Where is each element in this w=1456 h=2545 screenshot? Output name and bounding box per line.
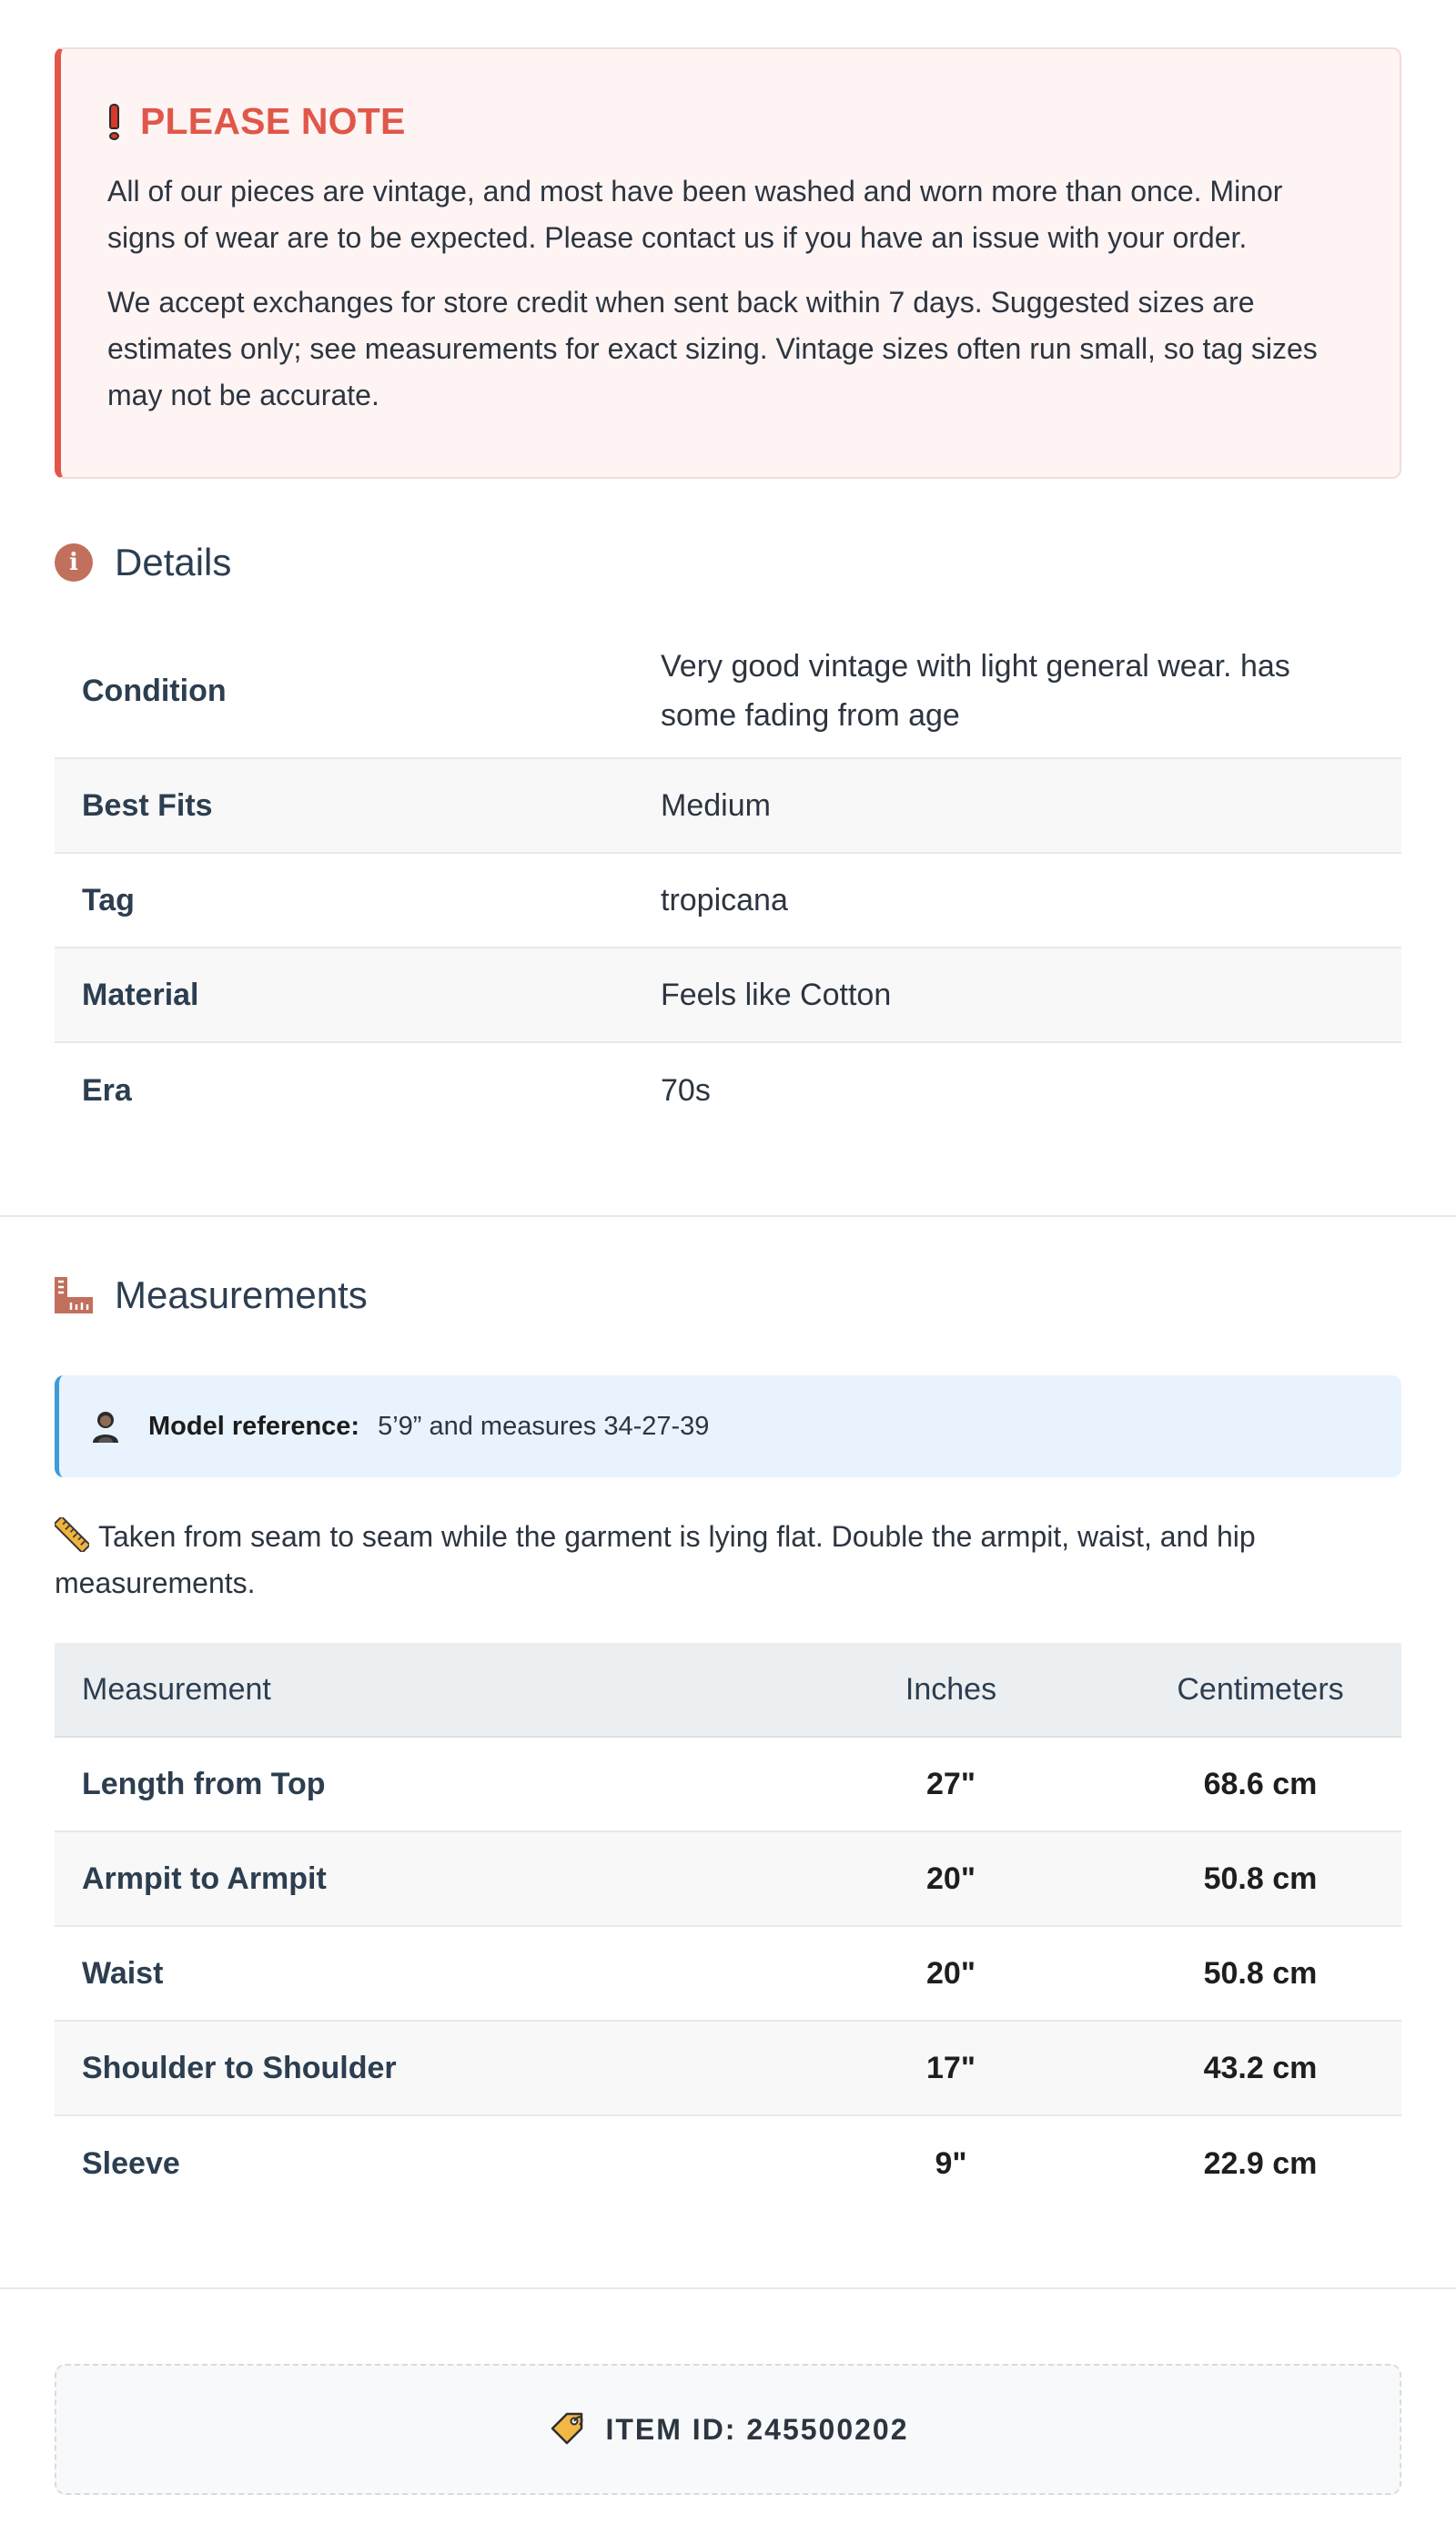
details-row <box>55 624 1401 759</box>
ruler-icon <box>55 1277 93 1313</box>
measurement-inches: 9" <box>935 2145 967 2181</box>
measurements-title: Measurements <box>115 1273 368 1316</box>
person-icon <box>90 1410 121 1443</box>
measurement-cm: 50.8 cm <box>1203 1955 1318 1991</box>
tag-icon <box>547 2410 585 2449</box>
item-id-box <box>55 2364 1401 2495</box>
details-value: Very good vintage with light general wear. has some fading from age <box>661 649 1290 733</box>
details-header <box>55 541 1401 584</box>
table-row <box>55 2022 1401 2116</box>
table-row <box>55 1832 1401 1927</box>
measurement-name: Sleeve <box>82 2145 180 2181</box>
measurement-cm: 22.9 cm <box>1203 2145 1318 2181</box>
details-label: Tag <box>82 882 135 918</box>
notice-paragraph: We accept exchanges for store credit when sent back within 7 days. Suggested sizes are estimates only; see measurements for exact sizing. Vintage sizes often run small, so tag sizes may not be accurate. <box>107 286 1318 411</box>
section-divider <box>0 2287 1456 2289</box>
notice-heading: PLEASE NOTE <box>140 100 406 142</box>
table-header-row <box>55 1643 1401 1738</box>
table-row <box>55 1738 1401 1832</box>
details-row <box>55 854 1401 948</box>
measurements-header <box>55 1273 1401 1317</box>
measurement-cm: 43.2 cm <box>1203 2050 1318 2085</box>
item-id-text: ITEM ID: 245500202 <box>605 2412 909 2446</box>
table-row <box>55 1927 1401 2022</box>
column-header: Measurement <box>82 1671 271 1707</box>
notice-box <box>55 47 1401 479</box>
column-header: Inches <box>905 1671 997 1707</box>
details-row <box>55 948 1401 1043</box>
details-value: Medium <box>661 788 771 823</box>
measurement-table <box>55 1643 1401 2211</box>
details-title: Details <box>115 541 232 583</box>
details-label: Material <box>82 977 199 1012</box>
details-label: Best Fits <box>82 787 213 823</box>
details-value: 70s <box>661 1073 711 1108</box>
measurement-name: Armpit to Armpit <box>82 1861 327 1896</box>
model-reference-value: 5’9” and measures 34-27-39 <box>378 1411 710 1441</box>
details-value: Feels like Cotton <box>661 978 892 1012</box>
details-table <box>55 624 1401 1138</box>
section-divider <box>0 1215 1456 1217</box>
measurement-cm: 68.6 cm <box>1203 1766 1318 1801</box>
measurement-inches: 17" <box>926 2050 976 2085</box>
measurement-note-text: Taken from seam to seam while the garment is lying flat. Double the armpit, waist, and hip measurements. <box>55 1520 1256 1599</box>
notice-title <box>107 100 1352 143</box>
details-row <box>55 1043 1401 1138</box>
measurement-inches: 20" <box>926 1955 976 1991</box>
measurement-inches: 27" <box>926 1766 976 1801</box>
column-header: Centimeters <box>1177 1671 1344 1707</box>
measurement-cm: 50.8 cm <box>1203 1861 1318 1896</box>
measurement-name: Length from Top <box>82 1766 326 1801</box>
exclamation-icon <box>107 104 120 140</box>
model-reference-box <box>55 1375 1401 1477</box>
pencil-ruler-icon <box>55 1517 89 1552</box>
details-value: tropicana <box>661 883 788 918</box>
table-row <box>55 2116 1401 2211</box>
details-label: Condition <box>82 673 227 708</box>
model-reference-label: Model reference: <box>148 1411 360 1441</box>
measurement-inches: 20" <box>926 1861 976 1896</box>
measurement-name: Waist <box>82 1955 164 1991</box>
notice-paragraph: All of our pieces are vintage, and most have been washed and worn more than once. Minor signs of wear are to be expected. Please contact us if you have an issue with your order. <box>107 175 1283 254</box>
info-icon: i <box>55 543 93 582</box>
measurement-name: Shoulder to Shoulder <box>82 2050 397 2085</box>
measurement-note <box>55 1514 1401 1607</box>
details-row <box>55 759 1401 854</box>
details-label: Era <box>82 1072 132 1108</box>
